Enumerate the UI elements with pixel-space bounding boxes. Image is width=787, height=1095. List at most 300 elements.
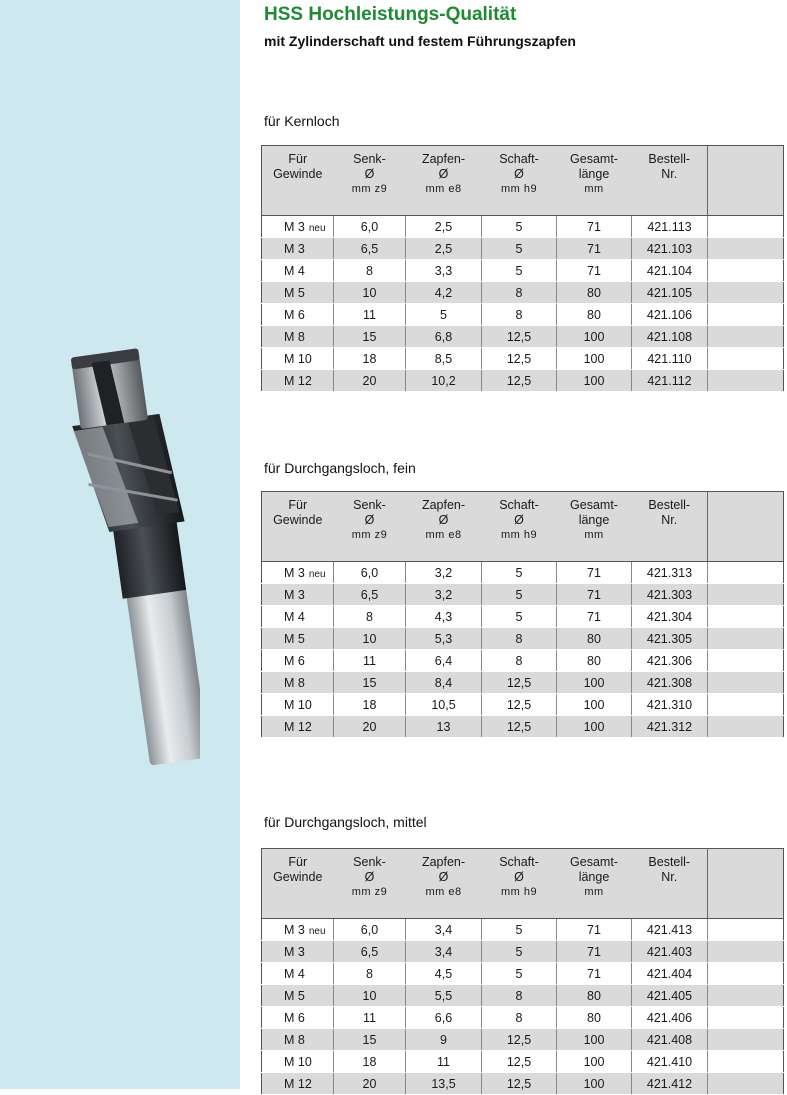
- cell-nr: 421.310: [632, 694, 708, 716]
- table-row: [262, 963, 784, 985]
- cell-senk: 10: [334, 628, 406, 650]
- cell-schaft: 5: [482, 216, 557, 238]
- column-header: [406, 492, 482, 562]
- thread-cell: [262, 963, 334, 985]
- empty-cell: [708, 1029, 784, 1051]
- column-header-line: Gesamt-: [570, 152, 618, 166]
- section-heading: für Kernloch: [264, 113, 340, 129]
- cell-schaft: 8: [482, 304, 557, 326]
- cell-laenge: 100: [557, 326, 632, 348]
- cell-senk: 15: [334, 672, 406, 694]
- thread-cell: [262, 650, 334, 672]
- column-header: [482, 849, 557, 919]
- table-row: [262, 1073, 784, 1095]
- cell-schaft: 8: [482, 628, 557, 650]
- empty-cell: [708, 672, 784, 694]
- column-header-line: länge: [578, 870, 610, 884]
- column-header-line: Ø: [364, 513, 375, 527]
- column-header-line: Schaft-: [499, 152, 539, 166]
- column-header-line: Ø: [438, 513, 449, 527]
- column-header: [334, 146, 406, 216]
- cell-laenge: 80: [557, 628, 632, 650]
- cell-nr: 421.106: [632, 304, 708, 326]
- table-row: [262, 1051, 784, 1073]
- spec-table: [261, 491, 784, 738]
- empty-cell: [708, 628, 784, 650]
- thread-size: M 5: [284, 988, 305, 1003]
- column-header-line: Ø: [514, 870, 524, 884]
- thread-cell: [262, 694, 334, 716]
- cell-schaft: 8: [482, 1007, 557, 1029]
- column-header-line: Nr.: [661, 870, 678, 884]
- cell-schaft: 12,5: [482, 348, 557, 370]
- cell-senk: 6,0: [334, 216, 406, 238]
- cell-senk: 15: [334, 1029, 406, 1051]
- cell-zapfen: 6,8: [406, 326, 482, 348]
- thread-cell: [262, 919, 334, 941]
- column-header-line: Für: [288, 498, 308, 512]
- cell-senk: 11: [334, 304, 406, 326]
- column-header-line: Gesamt-: [570, 855, 618, 869]
- column-header-line: mm: [584, 529, 604, 541]
- column-header: [482, 146, 557, 216]
- column-header-line: Senk-: [353, 855, 386, 869]
- cell-laenge: 71: [557, 919, 632, 941]
- column-header-line: Gewinde: [273, 167, 323, 181]
- thread-cell: [262, 716, 334, 738]
- cell-senk: 8: [334, 260, 406, 282]
- cell-schaft: 5: [482, 562, 557, 584]
- thread-size: M 3: [284, 587, 305, 602]
- column-header-line: Bestell-: [648, 152, 691, 166]
- cell-schaft: 5: [482, 606, 557, 628]
- column-header-line: Schaft-: [499, 855, 539, 869]
- thread-size: M 8: [284, 329, 305, 344]
- cell-zapfen: 6,4: [406, 650, 482, 672]
- cell-laenge: 71: [557, 941, 632, 963]
- empty-cell: [708, 238, 784, 260]
- thread-size: M 10: [284, 697, 312, 712]
- new-marker: neu: [308, 568, 326, 580]
- cell-nr: 421.313: [632, 562, 708, 584]
- column-header-line: Zapfen-: [421, 498, 466, 512]
- thread-size: M 6: [284, 1010, 305, 1025]
- cell-senk: 6,5: [334, 238, 406, 260]
- cell-nr: 421.113: [632, 216, 708, 238]
- thread-size: M 8: [284, 1032, 305, 1047]
- cell-laenge: 100: [557, 694, 632, 716]
- section-heading: für Durchgangsloch, fein: [264, 460, 416, 476]
- column-header-line: Bestell-: [648, 855, 691, 869]
- column-header-line: länge: [578, 167, 610, 181]
- empty-cell: [708, 963, 784, 985]
- thread-cell: [262, 1051, 334, 1073]
- table-header-row: [262, 849, 784, 919]
- column-header: [557, 492, 632, 562]
- empty-cell: [708, 1051, 784, 1073]
- thread-size: M 3: [284, 922, 305, 937]
- thread-cell: [262, 941, 334, 963]
- column-header-line: Senk-: [353, 498, 386, 512]
- cell-senk: 10: [334, 282, 406, 304]
- counterbore-tool-illustration: [50, 330, 200, 770]
- cell-senk: 8: [334, 606, 406, 628]
- cell-laenge: 71: [557, 562, 632, 584]
- cell-laenge: 100: [557, 1029, 632, 1051]
- column-header: [406, 849, 482, 919]
- table-row: [262, 282, 784, 304]
- column-header: [482, 492, 557, 562]
- table-row: [262, 919, 784, 941]
- cell-nr: 421.105: [632, 282, 708, 304]
- column-header: [262, 146, 334, 216]
- cell-senk: 18: [334, 694, 406, 716]
- cell-zapfen: 3,4: [406, 941, 482, 963]
- empty-cell: [708, 716, 784, 738]
- cell-senk: 20: [334, 370, 406, 392]
- thread-size: M 10: [284, 1054, 312, 1069]
- thread-cell: [262, 1007, 334, 1029]
- cell-nr: 421.410: [632, 1051, 708, 1073]
- cell-laenge: 80: [557, 985, 632, 1007]
- cell-senk: 6,0: [334, 919, 406, 941]
- cell-laenge: 71: [557, 606, 632, 628]
- empty-cell: [708, 260, 784, 282]
- table-row: [262, 1029, 784, 1051]
- thread-cell: [262, 282, 334, 304]
- thread-size: M 3: [284, 241, 305, 256]
- column-header: [708, 849, 784, 919]
- cell-senk: 6,5: [334, 941, 406, 963]
- thread-cell: [262, 1029, 334, 1051]
- thread-cell: [262, 672, 334, 694]
- cell-senk: 11: [334, 1007, 406, 1029]
- column-header-line: Nr.: [661, 167, 678, 181]
- new-marker: neu: [308, 925, 326, 937]
- column-header-line: mm z9: [351, 183, 388, 195]
- cell-schaft: 12,5: [482, 326, 557, 348]
- column-header-line: mm e8: [425, 183, 462, 195]
- cell-senk: 20: [334, 716, 406, 738]
- column-header: [708, 146, 784, 216]
- column-header: [632, 849, 708, 919]
- thread-cell: [262, 304, 334, 326]
- cell-senk: 15: [334, 326, 406, 348]
- empty-cell: [708, 650, 784, 672]
- column-header: [632, 146, 708, 216]
- column-header-line: Gesamt-: [570, 498, 618, 512]
- thread-size: M 12: [284, 373, 312, 388]
- cell-nr: 421.308: [632, 672, 708, 694]
- table-row: [262, 348, 784, 370]
- thread-cell: [262, 326, 334, 348]
- cell-zapfen: 3,2: [406, 584, 482, 606]
- column-header-line: mm: [584, 183, 604, 195]
- empty-cell: [708, 562, 784, 584]
- table-header-row: [262, 146, 784, 216]
- thread-size: M 5: [284, 285, 305, 300]
- column-header-line: Schaft-: [499, 498, 539, 512]
- thread-cell: [262, 348, 334, 370]
- table-row: [262, 562, 784, 584]
- thread-size: M 6: [284, 653, 305, 668]
- cell-laenge: 71: [557, 238, 632, 260]
- cell-nr: 421.312: [632, 716, 708, 738]
- column-header: [334, 849, 406, 919]
- empty-cell: [708, 694, 784, 716]
- cell-schaft: 5: [482, 584, 557, 606]
- cell-nr: 421.406: [632, 1007, 708, 1029]
- cell-laenge: 71: [557, 584, 632, 606]
- thread-size: M 4: [284, 966, 305, 981]
- cell-laenge: 100: [557, 370, 632, 392]
- column-header-line: Für: [288, 152, 308, 166]
- new-marker: neu: [308, 222, 326, 234]
- column-header-line: mm h9: [500, 183, 538, 195]
- thread-cell: [262, 260, 334, 282]
- cell-laenge: 71: [557, 216, 632, 238]
- cell-schaft: 5: [482, 963, 557, 985]
- empty-cell: [708, 304, 784, 326]
- cell-zapfen: 3,4: [406, 919, 482, 941]
- thread-size: M 4: [284, 609, 305, 624]
- cell-schaft: 8: [482, 282, 557, 304]
- column-header: [334, 492, 406, 562]
- table-row: [262, 216, 784, 238]
- column-header-line: Senk-: [353, 152, 386, 166]
- cell-schaft: 12,5: [482, 694, 557, 716]
- column-header-line: mm z9: [351, 529, 388, 541]
- empty-cell: [708, 584, 784, 606]
- section-heading: für Durchgangsloch, mittel: [264, 814, 427, 830]
- cell-schaft: 5: [482, 941, 557, 963]
- cell-nr: 421.110: [632, 348, 708, 370]
- thread-size: M 3: [284, 944, 305, 959]
- page-subtitle: mit Zylinderschaft und festem Führungszapfen: [264, 33, 576, 49]
- cell-zapfen: 10,2: [406, 370, 482, 392]
- table-row: [262, 628, 784, 650]
- table-row: [262, 260, 784, 282]
- cell-laenge: 80: [557, 304, 632, 326]
- cell-zapfen: 11: [406, 1051, 482, 1073]
- thread-cell: [262, 985, 334, 1007]
- cell-zapfen: 5,5: [406, 985, 482, 1007]
- cell-laenge: 100: [557, 672, 632, 694]
- cell-zapfen: 4,2: [406, 282, 482, 304]
- thread-size: M 3: [284, 219, 305, 234]
- table-row: [262, 941, 784, 963]
- thread-size: M 12: [284, 719, 312, 734]
- column-header-line: mm h9: [500, 529, 538, 541]
- table-row: [262, 985, 784, 1007]
- cell-nr: 421.408: [632, 1029, 708, 1051]
- cell-laenge: 100: [557, 348, 632, 370]
- cell-nr: 421.403: [632, 941, 708, 963]
- cell-zapfen: 5,3: [406, 628, 482, 650]
- cell-senk: 8: [334, 963, 406, 985]
- table-row: [262, 326, 784, 348]
- table-row: [262, 304, 784, 326]
- thread-cell: [262, 584, 334, 606]
- thread-size: M 8: [284, 675, 305, 690]
- cell-zapfen: 4,3: [406, 606, 482, 628]
- cell-senk: 6,5: [334, 584, 406, 606]
- spec-table: [261, 145, 784, 392]
- cell-laenge: 71: [557, 963, 632, 985]
- cell-schaft: 12,5: [482, 672, 557, 694]
- thread-size: M 6: [284, 307, 305, 322]
- cell-schaft: 12,5: [482, 1073, 557, 1095]
- empty-cell: [708, 1007, 784, 1029]
- table-row: [262, 584, 784, 606]
- table-row: [262, 716, 784, 738]
- empty-cell: [708, 216, 784, 238]
- column-header: [406, 146, 482, 216]
- cell-zapfen: 10,5: [406, 694, 482, 716]
- cell-zapfen: 6,6: [406, 1007, 482, 1029]
- column-header-line: mm e8: [425, 529, 462, 541]
- cell-schaft: 5: [482, 238, 557, 260]
- thread-cell: [262, 562, 334, 584]
- empty-cell: [708, 606, 784, 628]
- table-row: [262, 606, 784, 628]
- empty-cell: [708, 282, 784, 304]
- cell-schaft: 12,5: [482, 1029, 557, 1051]
- cell-nr: 421.404: [632, 963, 708, 985]
- thread-size: M 3: [284, 565, 305, 580]
- cell-senk: 11: [334, 650, 406, 672]
- cell-zapfen: 3,2: [406, 562, 482, 584]
- cell-senk: 10: [334, 985, 406, 1007]
- column-header: [557, 146, 632, 216]
- column-header-line: Gewinde: [273, 870, 323, 884]
- column-header-line: mm h9: [500, 886, 538, 898]
- table-header-row: [262, 492, 784, 562]
- column-header-line: Gewinde: [273, 513, 323, 527]
- cell-zapfen: 8,5: [406, 348, 482, 370]
- cell-laenge: 100: [557, 1051, 632, 1073]
- table-row: [262, 238, 784, 260]
- cell-zapfen: 5: [406, 304, 482, 326]
- column-header-line: Ø: [364, 167, 375, 181]
- thread-cell: [262, 1073, 334, 1095]
- column-header-line: Zapfen-: [421, 152, 466, 166]
- cell-laenge: 100: [557, 716, 632, 738]
- column-header-line: Bestell-: [648, 498, 691, 512]
- column-header: [262, 849, 334, 919]
- empty-cell: [708, 1073, 784, 1095]
- cell-zapfen: 9: [406, 1029, 482, 1051]
- cell-nr: 421.108: [632, 326, 708, 348]
- cell-schaft: 12,5: [482, 716, 557, 738]
- column-header-line: mm z9: [351, 886, 388, 898]
- column-header-line: Ø: [514, 513, 524, 527]
- column-header-line: mm: [584, 886, 604, 898]
- table-row: [262, 672, 784, 694]
- cell-nr: 421.405: [632, 985, 708, 1007]
- table-row: [262, 694, 784, 716]
- column-header-line: Für: [288, 855, 308, 869]
- cell-nr: 421.304: [632, 606, 708, 628]
- column-header-line: mm e8: [425, 886, 462, 898]
- cell-nr: 421.103: [632, 238, 708, 260]
- cell-laenge: 80: [557, 1007, 632, 1029]
- thread-cell: [262, 370, 334, 392]
- cell-senk: 18: [334, 1051, 406, 1073]
- thread-size: M 4: [284, 263, 305, 278]
- table-row: [262, 1007, 784, 1029]
- column-header-line: Ø: [364, 870, 375, 884]
- cell-nr: 421.305: [632, 628, 708, 650]
- cell-schaft: 5: [482, 919, 557, 941]
- column-header-line: Ø: [438, 167, 449, 181]
- cell-schaft: 5: [482, 260, 557, 282]
- cell-senk: 20: [334, 1073, 406, 1095]
- spec-table: [261, 848, 784, 1095]
- thread-size: M 10: [284, 351, 312, 366]
- column-header-line: Ø: [514, 167, 524, 181]
- cell-laenge: 100: [557, 1073, 632, 1095]
- table-row: [262, 370, 784, 392]
- thread-size: M 5: [284, 631, 305, 646]
- cell-schaft: 8: [482, 650, 557, 672]
- column-header-line: Nr.: [661, 513, 678, 527]
- empty-cell: [708, 348, 784, 370]
- cell-nr: 421.112: [632, 370, 708, 392]
- cell-zapfen: 3,3: [406, 260, 482, 282]
- cell-schaft: 12,5: [482, 370, 557, 392]
- page-title: HSS Hochleistungs-Qualität: [264, 4, 517, 25]
- cell-nr: 421.412: [632, 1073, 708, 1095]
- empty-cell: [708, 919, 784, 941]
- cell-nr: 421.303: [632, 584, 708, 606]
- cell-zapfen: 13,5: [406, 1073, 482, 1095]
- cell-laenge: 80: [557, 282, 632, 304]
- cell-senk: 6,0: [334, 562, 406, 584]
- cell-zapfen: 4,5: [406, 963, 482, 985]
- thread-cell: [262, 628, 334, 650]
- cell-nr: 421.413: [632, 919, 708, 941]
- cell-nr: 421.306: [632, 650, 708, 672]
- table-row: [262, 650, 784, 672]
- thread-cell: [262, 216, 334, 238]
- empty-cell: [708, 326, 784, 348]
- column-header-line: Ø: [438, 870, 449, 884]
- thread-cell: [262, 238, 334, 260]
- cell-laenge: 80: [557, 650, 632, 672]
- column-header: [262, 492, 334, 562]
- empty-cell: [708, 370, 784, 392]
- cell-zapfen: 2,5: [406, 216, 482, 238]
- column-header: [557, 849, 632, 919]
- cell-senk: 18: [334, 348, 406, 370]
- cell-schaft: 12,5: [482, 1051, 557, 1073]
- cell-nr: 421.104: [632, 260, 708, 282]
- column-header: [632, 492, 708, 562]
- cell-schaft: 8: [482, 985, 557, 1007]
- empty-cell: [708, 985, 784, 1007]
- thread-size: M 12: [284, 1076, 312, 1091]
- cell-zapfen: 2,5: [406, 238, 482, 260]
- thread-cell: [262, 606, 334, 628]
- column-header-line: länge: [578, 513, 610, 527]
- column-header-line: Zapfen-: [421, 855, 466, 869]
- cell-zapfen: 13: [406, 716, 482, 738]
- column-header: [708, 492, 784, 562]
- cell-laenge: 71: [557, 260, 632, 282]
- cell-zapfen: 8,4: [406, 672, 482, 694]
- empty-cell: [708, 941, 784, 963]
